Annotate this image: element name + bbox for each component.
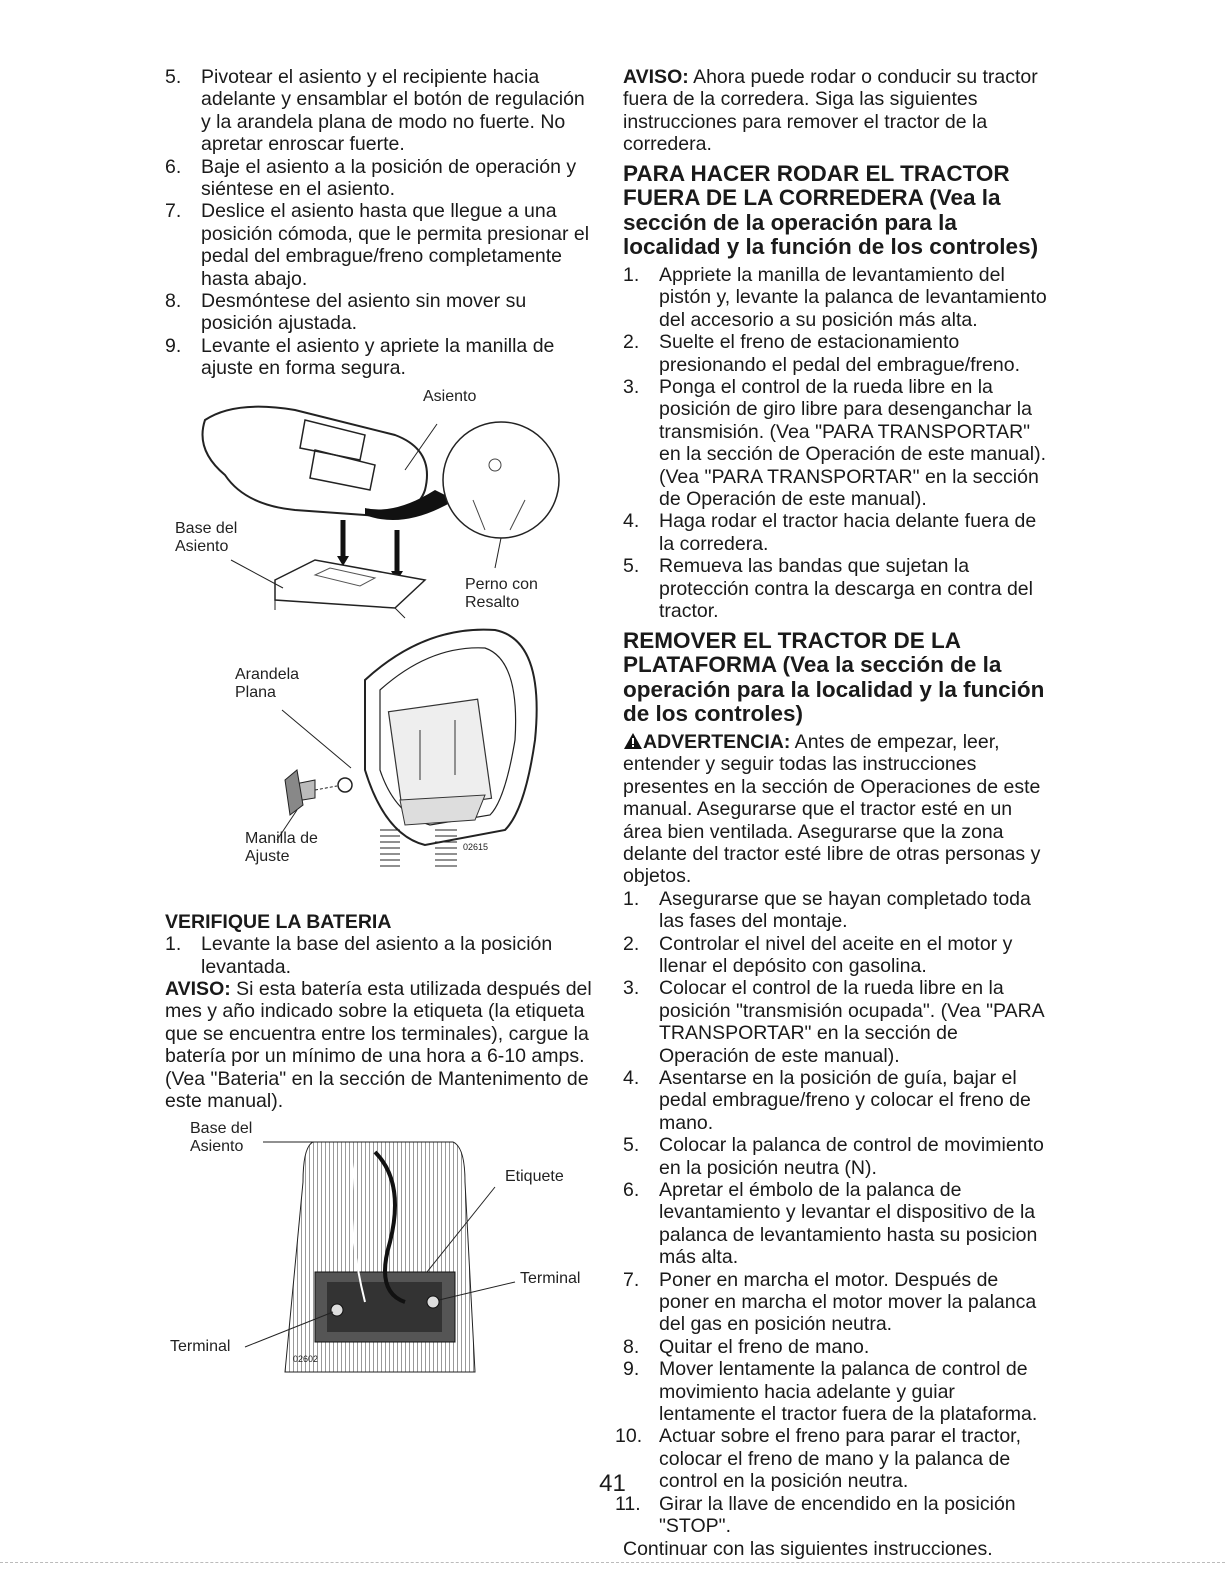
- page-number: 41: [599, 1470, 626, 1497]
- footer-rule: [0, 1562, 1225, 1563]
- list-item: [165, 200, 595, 290]
- item-text: Suelte el freno de estacionamiento presionando el pedal del embrague/freno.: [659, 331, 1021, 376]
- list-item: [623, 1134, 1048, 1179]
- list-item: [623, 1358, 1048, 1425]
- list-item: [623, 933, 1048, 978]
- list-item: [165, 156, 595, 201]
- item-text: Levante el asiento y apriete la manilla de ajuste en forma segura.: [201, 334, 555, 380]
- item-text: Appriete la manilla de levantamiento del pistón y, levante la palanca de levantamiento del accesorio a su posición más alta.: [659, 264, 1047, 331]
- item-text: Asegurarse que se hayan completado toda las fases del montaje.: [659, 887, 1031, 933]
- seat-adjust-figure: [165, 620, 595, 895]
- list-item: [165, 290, 595, 335]
- list-item: [623, 1269, 1048, 1336]
- label-asiento: Asiento: [423, 387, 477, 405]
- list-item: [623, 888, 1048, 933]
- figure-code: 02602: [293, 1354, 319, 1365]
- list-item: [165, 335, 595, 380]
- item-number: 10.: [615, 1425, 643, 1448]
- item-number: 1.: [623, 264, 640, 286]
- item-text: Actuar sobre el freno para parar el tractor, colocar el freno de mano y la palanca de control en la posición neutra.: [659, 1425, 1022, 1493]
- aviso-label: AVISO:: [623, 66, 689, 88]
- label-perno-con-resalto: Perno con Resalto: [465, 575, 538, 611]
- item-text: Colocar la palanca de control de movimiento en la posición neutra (N).: [659, 1134, 1044, 1179]
- list-item: [623, 1067, 1048, 1134]
- item-number: 9.: [623, 1358, 640, 1381]
- item-number: 3.: [623, 376, 640, 399]
- item-text: Baje el asiento a la posición de operación y siéntese en el asiento.: [201, 155, 577, 201]
- figure-code: 02615: [463, 841, 489, 852]
- list-item: [165, 66, 595, 156]
- aviso-paragraph: [165, 978, 595, 1112]
- list-item: [623, 1179, 1048, 1269]
- label-base-del-asiento: Base del Asiento: [175, 519, 238, 555]
- label-base-del-asiento: Base del Asiento: [190, 1120, 253, 1156]
- section-heading: PARA HACER RODAR EL TRACTOR FUERA DE LA CORREDERA (Vea la sección de la operación para la localidad y la función de los controles): [623, 160, 1039, 260]
- section-heading: REMOVER EL TRACTOR DE LA PLATAFORMA (Vea la sección de la operación para la localidad y la función de los controles): [623, 627, 1045, 727]
- item-number: 1.: [165, 933, 182, 956]
- list-item: [615, 1492, 1048, 1538]
- aviso-text: Si esta batería esta utilizada después del mes y año indicado sobre la etiqueta (la etiqueta que se encuentra entre los terminales), cargue la batería por un mínimo de una hora a 6-10 amps. (Vea "Bateria" en la sección de Mantenimento de este manual).: [165, 977, 592, 1112]
- label-etiquete: Etiquete: [505, 1168, 564, 1186]
- seat-figure: [165, 380, 595, 620]
- list-item: [623, 555, 1048, 622]
- item-number: 5.: [623, 1134, 640, 1157]
- list-item: [623, 977, 1048, 1067]
- aviso-label: AVISO:: [165, 977, 231, 1000]
- list-item: [623, 510, 1048, 555]
- seat-adjust-illustration: [165, 620, 595, 895]
- list-item: [623, 331, 1048, 376]
- list-item: [623, 1336, 1048, 1358]
- item-text: Mover lentamente la palanca de control de movimiento hacia adelante y guiar lentamente el tractor fuera de la plataforma.: [659, 1358, 1038, 1426]
- item-number: 6.: [623, 1179, 640, 1201]
- aviso-text: Ahora puede rodar o conducir su tractor fuera de la corredera. Siga las siguientes instrucciones para remover el tractor de la corredera.: [623, 66, 1038, 156]
- battery-figure: [165, 1122, 595, 1382]
- item-text: Ponga el control de la rueda libre en la posición de giro libre para desenganchar la transmisión. (Vea "PARA TRANSPORTAR" en la sección de Operación de este manual). (Vea "PARA TRANSPORTAR" en la sección de Operación de este manual).: [659, 376, 1046, 511]
- item-number: 4.: [623, 510, 640, 533]
- item-number: 9.: [165, 334, 182, 357]
- item-text: Apretar el émbolo de la palanca de levantamiento y levantar el dispositivo de la palanca de levantamiento hasta su posicion más alta.: [659, 1179, 1038, 1269]
- item-text: Pivotear el asiento y el recipiente hacia adelante y ensamblar el botón de regulación y la arandela plana de modo no fuerte. No apretar enroscar fuerte.: [201, 66, 585, 156]
- item-number: 1.: [623, 887, 640, 910]
- warning-label: ADVERTENCIA:: [643, 730, 791, 753]
- warning-text: Antes de empezar, leer, entender y seguir todas las instrucciones presentes en la sección de Operaciones de este manual. Asegurarse que el tractor esté en un área bien ventilada. Asegurarse que la zona delante del tractor esté libre de otras personas y objetos.: [623, 730, 1041, 888]
- left-column: [165, 66, 595, 1382]
- item-number: 6.: [165, 155, 182, 178]
- continue-text: Continuar con las siguientes instrucciones.: [623, 1537, 993, 1560]
- item-number: 5.: [623, 555, 640, 578]
- item-number: 8.: [165, 290, 182, 313]
- item-text: Controlar el nivel del aceite en el motor y llenar el depósito con gasolina.: [659, 932, 1013, 977]
- item-number: 4.: [623, 1066, 640, 1089]
- item-text: Asentarse en la posición de guía, bajar el pedal embrague/freno y colocar el freno de mano.: [659, 1066, 1031, 1134]
- item-number: 2.: [623, 932, 640, 955]
- list-item: [165, 933, 595, 978]
- item-text: Poner en marcha el motor. Después de poner en marcha el motor mover la palanca del gas en posición neutra.: [659, 1268, 1037, 1336]
- label-manilla-de-ajuste: Manilla de Ajuste: [245, 829, 318, 865]
- label-terminal-left: Terminal: [170, 1338, 231, 1356]
- aviso-paragraph: [623, 66, 1048, 156]
- item-text: Desmóntese del asiento sin mover su posición ajustada.: [201, 290, 527, 335]
- list-item: [623, 376, 1048, 510]
- item-text: Colocar el control de la rueda libre en la posición "transmisión ocupada". (Vea "PARA TRANSPORTAR" en la sección de Operación de este manual).: [659, 977, 1044, 1067]
- item-number: 5.: [165, 66, 182, 88]
- item-number: 2.: [623, 331, 640, 354]
- warning-paragraph: [623, 731, 1048, 888]
- warning-triangle-icon: [623, 732, 643, 750]
- item-number: 11.: [615, 1492, 641, 1515]
- label-terminal-right: Terminal: [520, 1270, 581, 1288]
- item-number: 7.: [165, 200, 182, 223]
- item-number: 7.: [623, 1268, 640, 1291]
- battery-heading: VERIFIQUE LA BATERIA: [165, 910, 392, 933]
- item-text: Levante la base del asiento a la posición levantada.: [201, 933, 553, 978]
- item-text: Haga rodar el tractor hacia delante fuera de la corredera.: [659, 510, 1037, 555]
- item-number: 8.: [623, 1335, 640, 1358]
- item-text: Remueva las bandas que sujetan la protección contra la descarga en contra del tractor.: [659, 555, 1033, 623]
- label-arandela-plana: Arandela Plana: [235, 665, 300, 701]
- item-text: Quitar el freno de mano.: [659, 1335, 870, 1358]
- item-text: Girar la llave de encendido en la posición "STOP".: [659, 1492, 1016, 1538]
- list-item: [623, 264, 1048, 331]
- item-number: 3.: [623, 977, 640, 1000]
- right-column: [615, 66, 1048, 1560]
- item-text: Deslice el asiento hasta que llegue a una posición cómoda, que le permita presionar el pedal del embrague/freno completamente hasta abajo.: [201, 200, 590, 290]
